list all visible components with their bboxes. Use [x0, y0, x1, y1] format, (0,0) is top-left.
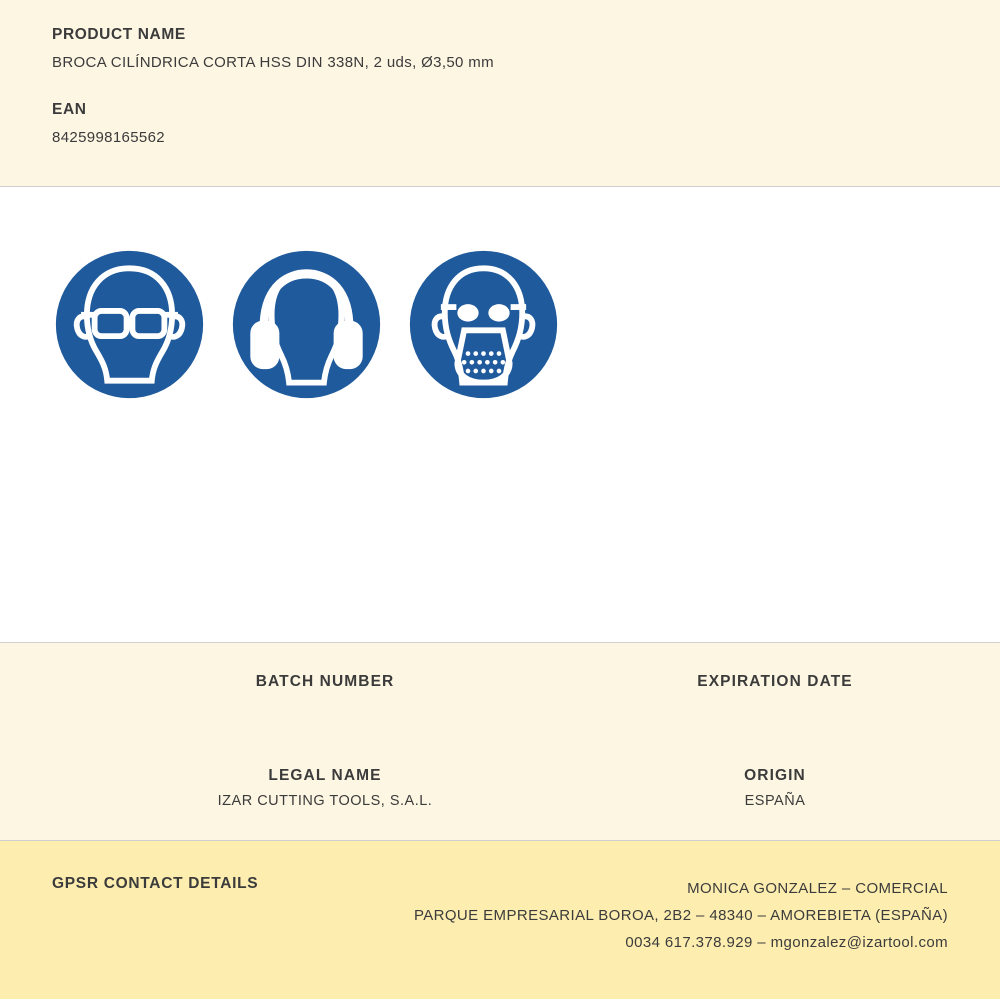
pictogram-row [52, 247, 1000, 402]
batch-number-value [100, 699, 550, 717]
product-name-label: PRODUCT NAME [52, 26, 186, 43]
ean-label: EAN [52, 101, 87, 118]
ean-value: 8425998165562 [52, 129, 165, 146]
origin-cell [550, 767, 1000, 811]
origin-value: ESPAÑA [744, 793, 806, 809]
spacer [52, 71, 1000, 101]
contact-person: MONICA GONZALEZ – COMERCIAL [687, 880, 948, 897]
product-name-value: BROCA CILÍNDRICA CORTA HSS DIN 338N, 2 uds, Ø3,50 mm [52, 54, 494, 71]
info-row-legal [0, 717, 1000, 811]
pictogram-area [0, 187, 1000, 643]
wear-respiratory-protection-icon [406, 247, 561, 402]
wear-ear-protection-icon [229, 247, 384, 402]
batch-number-label: BATCH NUMBER [255, 673, 395, 690]
batch-number-cell [100, 673, 550, 717]
legal-name-cell [100, 767, 550, 811]
contact-phone-email: 0034 617.378.929 – mgonzalez@izartool.com [625, 934, 948, 951]
legal-name-label: LEGAL NAME [268, 767, 382, 784]
info-row-batch [0, 643, 1000, 717]
expiration-date-cell [550, 673, 1000, 717]
expiration-date-value [550, 699, 1000, 717]
contact-address: PARQUE EMPRESARIAL BOROA, 2B2 – 48340 – AMOREBIETA (ESPAÑA) [413, 907, 948, 924]
legal-name-value: IZAR CUTTING TOOLS, S.A.L. [217, 793, 433, 809]
wear-eye-protection-icon [52, 247, 207, 402]
batch-origin-block [0, 643, 1000, 841]
origin-label: ORIGIN [744, 767, 806, 784]
gpsr-contact-label: GPSR CONTACT DETAILS [52, 875, 259, 892]
expiration-date-label: EXPIRATION DATE [697, 673, 853, 690]
product-header-block [0, 0, 1000, 187]
gpsr-contact-block [0, 841, 1000, 999]
